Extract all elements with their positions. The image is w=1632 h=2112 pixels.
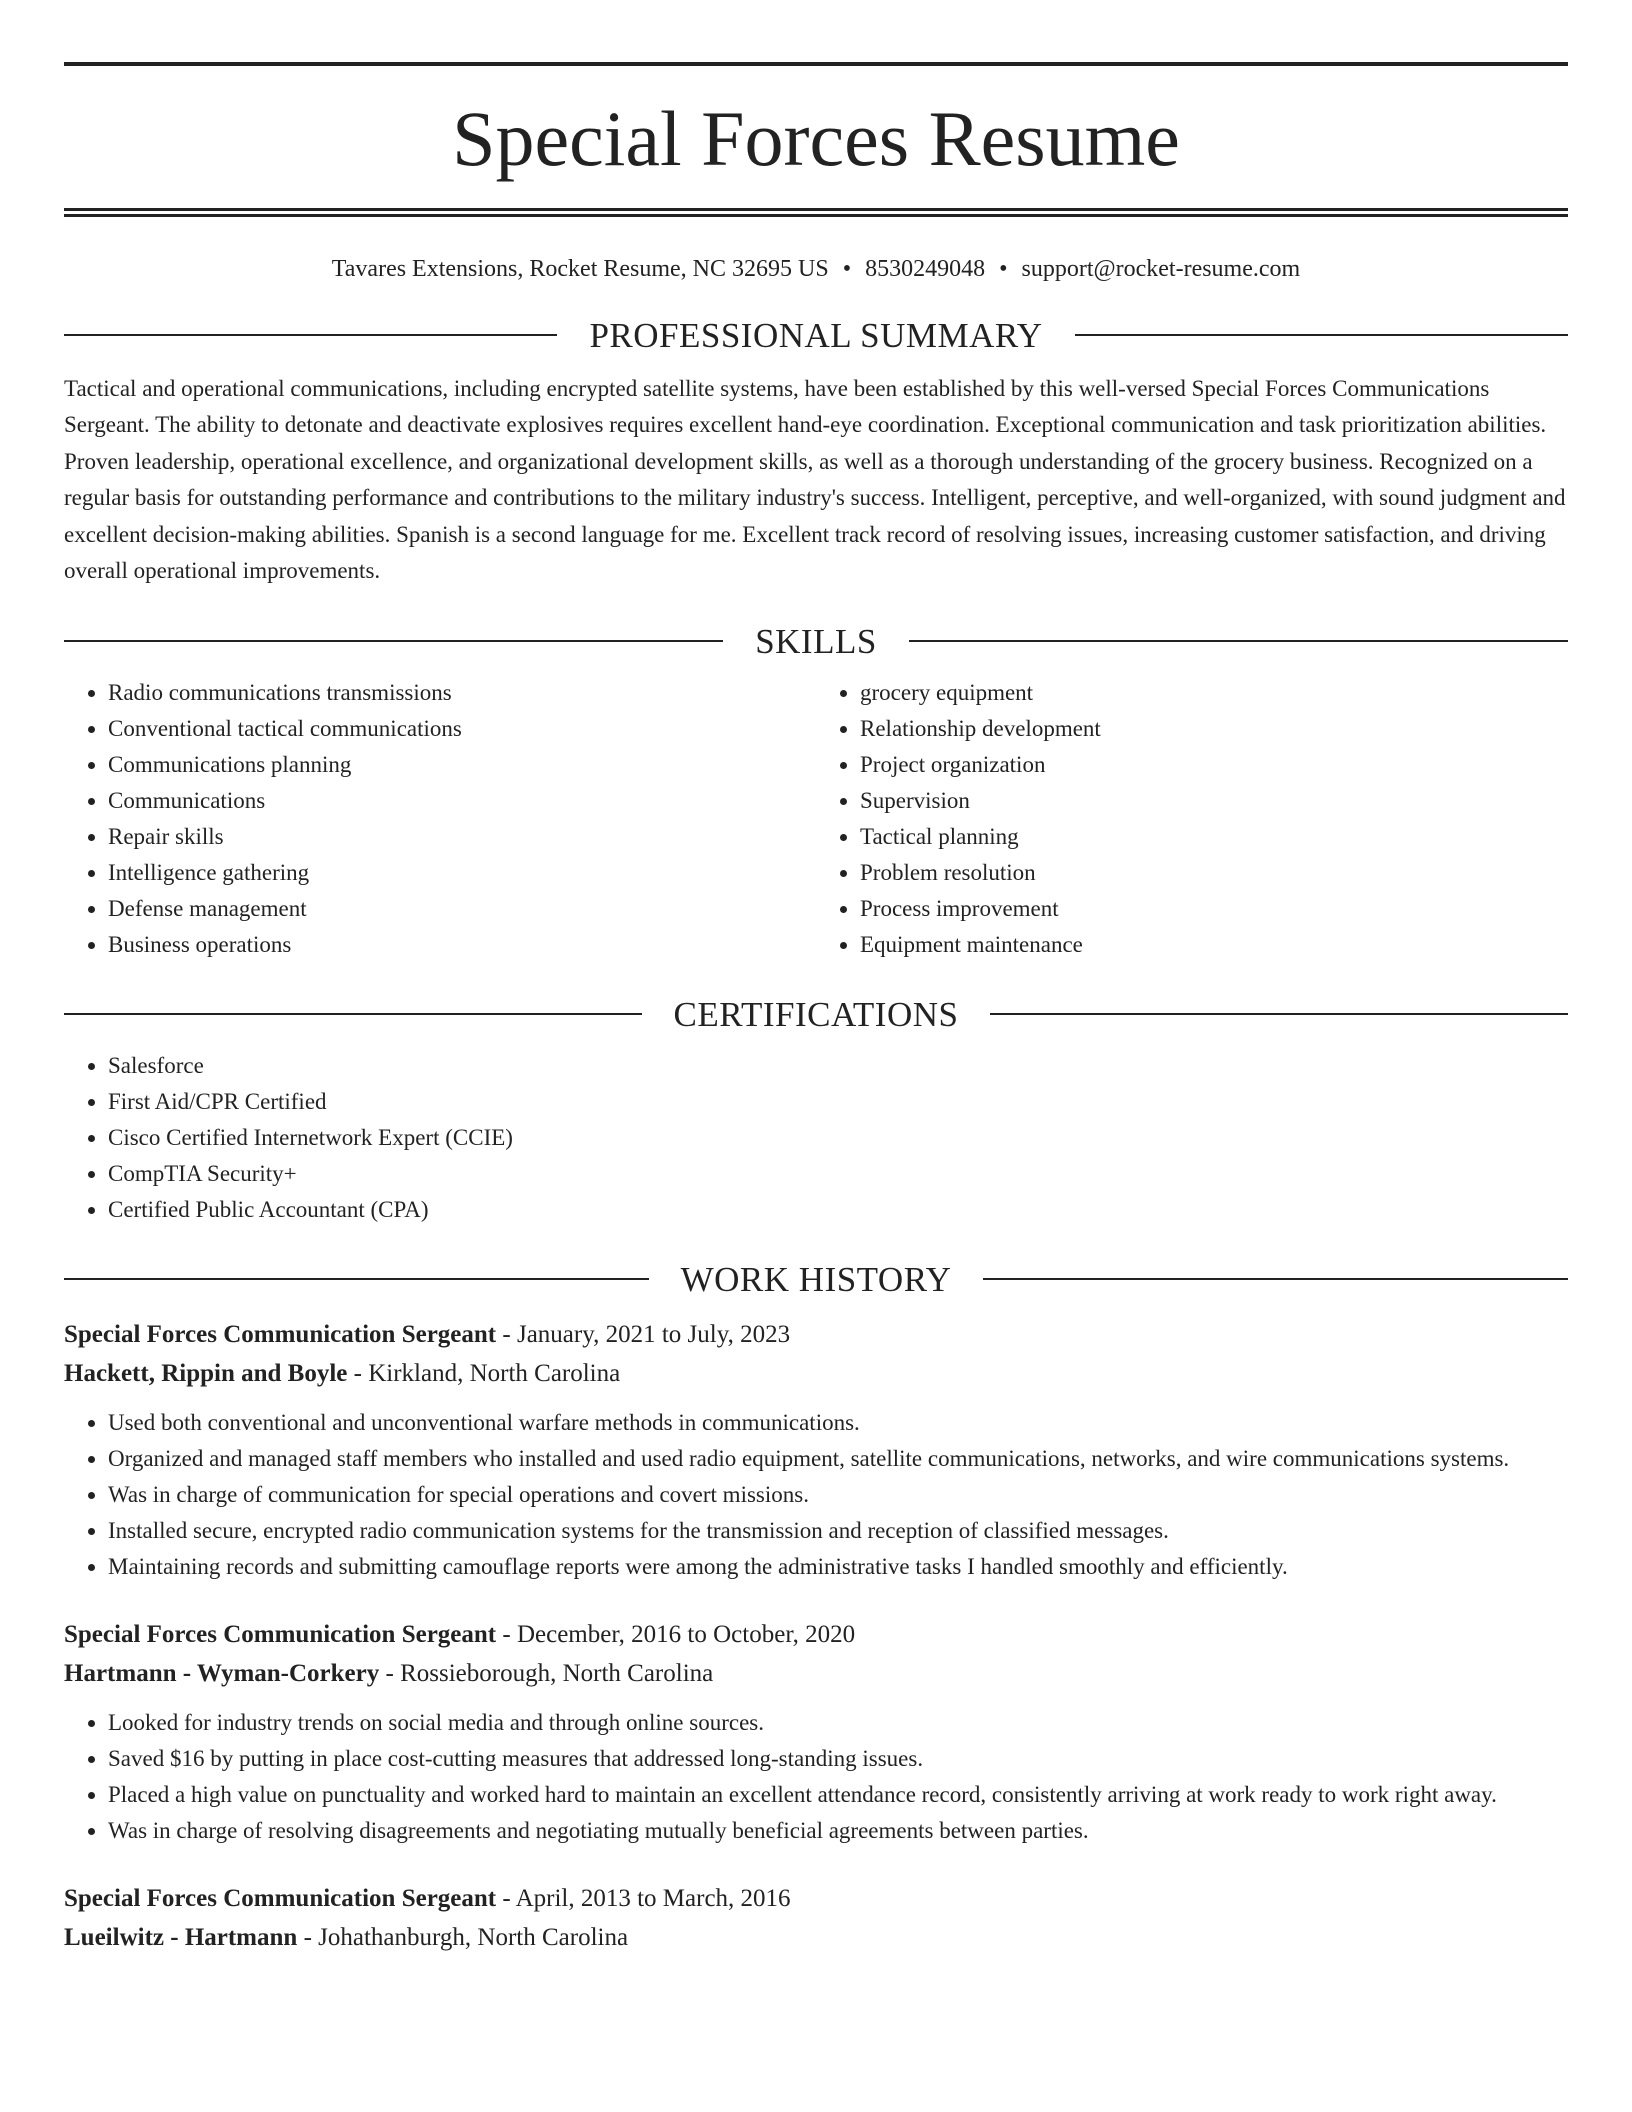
work-title: WORK HISTORY xyxy=(680,1259,952,1299)
contact-phone: 8530249048 xyxy=(865,256,986,282)
job-duty-item: • Used both conventional and unconventional warfare methods in communications. xyxy=(108,1405,1568,1441)
skill-item: • Intelligence gathering xyxy=(108,855,816,891)
job-company: Hartmann - Wyman-Corkery xyxy=(64,1659,380,1687)
summary-text: Tactical and operational communications, including encrypted satellite systems, have been established by this well-versed Special Forces Communications Sergeant. The ability to detonate and deactivate explosives requires excellent hand-eye coordination. Exceptional communication and task prioritization abilities. Proven leadership, operational excellence, and organizational development skills, as well as a thorough understanding of the grocery business. Recognized on a regular basis for outstanding performance and contributions to the military industry's success. Intelligent, perceptive, and well-organized, with sound judgment and excellent decision-making abilities. Spanish is a second language for me. Excellent track record of resolving issues, increasing customer satisfaction, and driving overall operational improvements. xyxy=(64,375,1566,584)
skill-item: • Relationship development xyxy=(860,711,1568,747)
certifications-title: CERTIFICATIONS xyxy=(673,994,959,1034)
job-role: Special Forces Communication Sergeant xyxy=(64,1620,497,1648)
skill-item: • Equipment maintenance xyxy=(860,927,1568,963)
certification-item: • First Aid/CPR Certified xyxy=(108,1084,1568,1120)
job-location: - Johathanburgh, North Carolina xyxy=(297,1923,629,1951)
top-rule xyxy=(64,62,1568,66)
certification-item: • Salesforce xyxy=(108,1048,1568,1084)
job-location: - Rossieborough, North Carolina xyxy=(379,1659,714,1687)
job-company-line xyxy=(64,1654,1568,1693)
heading-rule xyxy=(1075,334,1568,336)
heading-rule xyxy=(64,1278,649,1280)
contact-address: Tavares Extensions, Rocket Resume, NC 32695 US xyxy=(331,256,829,282)
skill-item: • grocery equipment xyxy=(860,675,1568,711)
job-duty-item: • Organized and managed staff members who installed and used radio equipment, satellite communications, networks, and wire communications systems. xyxy=(108,1441,1568,1477)
resume-title: Special Forces Resume xyxy=(452,95,1180,182)
job-duty-item: • Maintaining records and submitting camouflage reports were among the administrative tasks I handled smoothly and efficiently. xyxy=(108,1549,1568,1585)
summary-title: PROFESSIONAL SUMMARY xyxy=(589,315,1043,355)
job-title-line xyxy=(64,1879,1568,1918)
skills-list-left xyxy=(64,675,816,963)
job-dates: - January, 2021 to July, 2023 xyxy=(496,1320,791,1348)
skill-item: • Communications planning xyxy=(108,747,816,783)
heading-rule xyxy=(64,334,557,336)
heading-rule xyxy=(983,1278,1568,1280)
certifications-list xyxy=(64,1048,1568,1228)
job-company-line xyxy=(64,1354,1568,1393)
job-company-line xyxy=(64,1918,1568,1957)
skill-item: • Problem resolution xyxy=(860,855,1568,891)
certification-item: • Cisco Certified Internetwork Expert (CCIE) xyxy=(108,1120,1568,1156)
job-duty-item: • Saved $16 by putting in place cost-cutting measures that addressed long-standing issues. xyxy=(108,1741,1568,1777)
heading-rule xyxy=(909,640,1568,642)
contact-line xyxy=(64,255,1568,284)
skills-heading xyxy=(64,621,1568,661)
skill-item: • Process improvement xyxy=(860,891,1568,927)
skill-item: • Supervision xyxy=(860,783,1568,819)
work-heading xyxy=(64,1259,1568,1299)
heading-rule xyxy=(64,640,723,642)
contact-separator: • xyxy=(999,256,1008,282)
work-history xyxy=(64,1315,1568,1957)
job-duties-list xyxy=(64,1705,1568,1849)
job-duty-item: • Installed secure, encrypted radio communication systems for the transmission and reception of classified messages. xyxy=(108,1513,1568,1549)
heading-rule xyxy=(990,1013,1568,1015)
job-role: Special Forces Communication Sergeant xyxy=(64,1884,497,1912)
certification-item: • Certified Public Accountant (CPA) xyxy=(108,1192,1568,1228)
certifications-heading xyxy=(64,994,1568,1034)
skills-title: SKILLS xyxy=(755,621,877,661)
skill-item: • Tactical planning xyxy=(860,819,1568,855)
job-location: - Kirkland, North Carolina xyxy=(347,1359,621,1387)
job-dates: - April, 2013 to March, 2016 xyxy=(496,1884,791,1912)
contact-separator: • xyxy=(842,256,852,282)
job-entry xyxy=(64,1315,1568,1585)
skill-item: • Defense management xyxy=(108,891,816,927)
double-rule xyxy=(64,208,1568,217)
skill-item: • Business operations xyxy=(108,927,816,963)
skills-list-right xyxy=(816,675,1568,963)
job-role: Special Forces Communication Sergeant xyxy=(64,1320,497,1348)
skill-item: • Repair skills xyxy=(108,819,816,855)
job-duty-item: • Looked for industry trends on social media and through online sources. xyxy=(108,1705,1568,1741)
job-company: Lueilwitz - Hartmann xyxy=(64,1923,298,1951)
job-title-line xyxy=(64,1315,1568,1354)
job-entry xyxy=(64,1615,1568,1849)
job-dates: - December, 2016 to October, 2020 xyxy=(496,1620,856,1648)
job-duty-item: • Placed a high value on punctuality and worked hard to maintain an excellent attendance record, consistently arriving at work ready to work right away. xyxy=(108,1777,1568,1813)
heading-rule xyxy=(64,1013,642,1015)
job-duties-list xyxy=(64,1405,1568,1585)
certification-item: • CompTIA Security+ xyxy=(108,1156,1568,1192)
summary-heading xyxy=(64,315,1568,355)
job-title-line xyxy=(64,1615,1568,1654)
contact-email: support@rocket-resume.com xyxy=(1021,256,1301,282)
skill-item: • Communications xyxy=(108,783,816,819)
job-entry xyxy=(64,1879,1568,1957)
skill-item: • Project organization xyxy=(860,747,1568,783)
skills-columns xyxy=(64,659,1568,963)
job-duty-item: • Was in charge of resolving disagreements and negotiating mutually beneficial agreements between parties. xyxy=(108,1813,1568,1849)
job-duty-item: • Was in charge of communication for special operations and covert missions. xyxy=(108,1477,1568,1513)
resume-page xyxy=(64,0,1568,1957)
skill-item: • Conventional tactical communications xyxy=(108,711,816,747)
skill-item: • Radio communications transmissions xyxy=(108,675,816,711)
job-company: Hackett, Rippin and Boyle xyxy=(64,1359,348,1387)
